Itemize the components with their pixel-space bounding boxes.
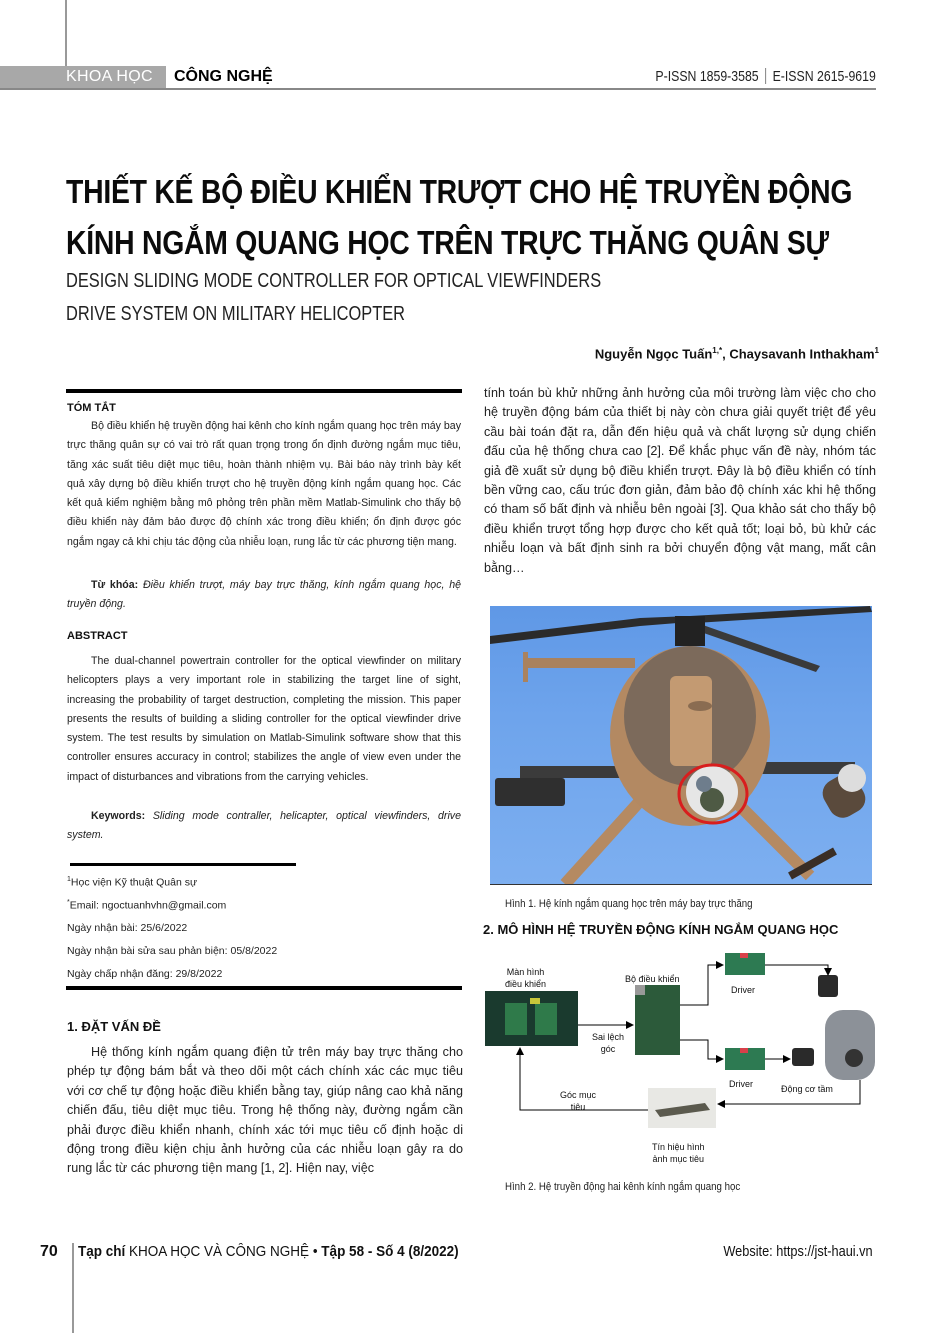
label-target-angle bbox=[560, 1089, 596, 1113]
header-section-cong-nghe: CÔNG NGHỆ bbox=[174, 68, 273, 85]
author-1-affiliation: 1,* bbox=[712, 346, 723, 355]
tom-tat-text: Bộ điều khiển hệ truyền động hai kênh cho kính ngắm quang học trên máy bay trực thăng quân sự có vai trò rất quan trọng trong ổn định đường ngắm mục tiêu, tăng xác suất tiêu diệt mục tiêu, hoàn thành nhiệm vụ. Bài báo này trình bày kết quả xây dựng bộ điều khiển trượt cho hệ truyền động kính ngắm quang học. Các kết quả kiểm nghiệm bằng mô phỏng trên phần mềm Matlab-Simulink cho thấy bộ điều khiển này đảm bảo được độ chính xác trong điều khiển; ổn định được góc ngắm ngay cả khi chịu tác động của nhiễu loạn, rung lắc từ các phương tiện mang. bbox=[67, 420, 461, 548]
journal-title: KHOA HỌC VÀ CÔNG NGHỆ bbox=[129, 1243, 310, 1260]
controller-connector bbox=[635, 985, 645, 995]
tom-tat-keywords-text: Điều khiển trượt, máy bay trực thăng, kính ngắm quang học, hệ truyền động. bbox=[67, 579, 461, 611]
center-frame bbox=[670, 676, 712, 766]
section-2-heading: 2. MÔ HÌNH HỆ TRUYỀN ĐỘNG KÍNH NGẮM QUANG HỌC bbox=[483, 922, 839, 937]
header-issn bbox=[656, 66, 876, 88]
e-issn: E-ISSN 2615-9619 bbox=[772, 68, 876, 85]
header-vertical-rule bbox=[65, 0, 67, 68]
helicopter-illustration bbox=[490, 606, 872, 884]
label-signal-line1: Tín hiệu hình bbox=[652, 1142, 705, 1152]
tail-fin bbox=[523, 652, 528, 682]
elevation-motor-image bbox=[792, 1048, 814, 1066]
section-1-heading: 1. ĐẶT VẤN ĐỀ bbox=[67, 1019, 161, 1034]
paper-title-en bbox=[66, 265, 601, 331]
label-target-image-signal bbox=[652, 1141, 705, 1165]
title-en-line-1: DESIGN SLIDING MODE CONTROLLER FOR OPTICAL VIEWFINDERS bbox=[66, 270, 602, 292]
email-mark: * bbox=[67, 899, 70, 906]
rotor-hub bbox=[675, 616, 705, 646]
tom-tat-keywords-label: Từ khóa: bbox=[91, 579, 139, 591]
rotor-blade-left bbox=[490, 616, 690, 644]
label-driver-bottom: Driver bbox=[729, 1079, 753, 1089]
journal-issue: Tập 58 - Số 4 (8/2022) bbox=[321, 1243, 459, 1260]
label-angle-error-line2: góc bbox=[600, 1044, 616, 1054]
abstract-keywords bbox=[67, 807, 461, 846]
paper-title-vi bbox=[66, 166, 853, 268]
label-driver-top: Driver bbox=[731, 985, 755, 995]
tom-tat-keywords bbox=[67, 576, 461, 615]
screen-panel-right bbox=[535, 1003, 557, 1035]
side-boom bbox=[525, 658, 635, 668]
header-section-khoa-hoc: KHOA HỌC bbox=[66, 68, 153, 85]
footer-vertical-rule bbox=[72, 1243, 74, 1333]
journal-website[interactable]: Website: https://jst-haui.vn bbox=[723, 1243, 873, 1260]
footnote-revised: Ngày nhận bài sửa sau phản biện: 05/8/2022 bbox=[67, 945, 278, 957]
journal-bullet: • bbox=[312, 1243, 318, 1260]
rocket-pod-face bbox=[838, 764, 866, 792]
footnote-rule bbox=[70, 863, 296, 866]
footnote-accepted: Ngày chấp nhận đăng: 29/8/2022 bbox=[67, 968, 223, 980]
author-1: Nguyễn Ngọc Tuấn bbox=[594, 346, 713, 362]
sensor-window bbox=[696, 776, 712, 792]
skid-strut-left bbox=[565, 801, 640, 884]
pylon-left bbox=[520, 766, 630, 778]
controller-board-image bbox=[635, 985, 680, 1055]
abstract-heading: ABSTRACT bbox=[67, 630, 128, 642]
p-issn: P-ISSN 1859-3585 bbox=[655, 68, 759, 85]
screen-panel-left bbox=[505, 1003, 527, 1035]
author-list bbox=[595, 346, 879, 361]
author-2-affiliation: 1 bbox=[874, 346, 879, 355]
page-number: 70 bbox=[40, 1243, 58, 1260]
label-controller: Bộ điều khiển bbox=[625, 974, 680, 984]
abstract-box-top-rule bbox=[66, 389, 462, 393]
azimuth-motor-image bbox=[818, 975, 838, 997]
emblem bbox=[688, 701, 712, 711]
footnote-email bbox=[67, 899, 226, 912]
tom-tat-heading: TÓM TẮT bbox=[67, 402, 116, 414]
email-text[interactable]: Email: ngoctuanhvhn@gmail.com bbox=[69, 899, 227, 912]
label-target-angle-line1: Góc mục bbox=[560, 1090, 597, 1100]
abstract-keywords-label: Keywords: bbox=[91, 810, 146, 822]
label-control-screen-line2: điều khiển bbox=[505, 979, 547, 989]
journal-prefix: Tạp chí bbox=[78, 1243, 126, 1260]
screen-indicator bbox=[530, 998, 540, 1004]
affiliation-mark: 1 bbox=[67, 876, 71, 883]
author-2: Chaysavanh Inthakham bbox=[729, 346, 875, 362]
rotor-blade-right bbox=[690, 606, 872, 623]
journal-name bbox=[78, 1243, 459, 1260]
abstract-text: The dual-channel powertrain controller for the optical viewfinder on military helicopters plays a very important role in stabilizing the target line of sight, increasing the probability of target destruction, completing the mission. This paper presents the results of building a sliding controller for the optical viewfinder drive system. The test results by simulation on Matlab-Simulink software show that this controller ensures accuracy in control; stabilizes the angle of view even under the impact of disturbances and vibrations from the carrying vehicles. bbox=[67, 655, 461, 783]
label-angle-error bbox=[592, 1031, 624, 1055]
footnote-received: Ngày nhận bài: 25/6/2022 bbox=[67, 922, 188, 934]
arrow-driver-to-azimuth-motor bbox=[765, 965, 828, 975]
camera-turret-image bbox=[825, 1010, 875, 1080]
header-rule bbox=[0, 88, 876, 90]
label-control-screen-line1: Màn hình bbox=[506, 967, 545, 977]
affiliation-text: Học viện Kỹ thuật Quân sự bbox=[70, 876, 197, 889]
section-1-para-left: Hệ thống kính ngắm quang điện tử trên máy bay trực thăng cho phép tự động bám bắt và theo dõi một cách chính xác các mục tiêu với cơ chế tự động hoặc điều khiển bằng tay, giúp nâng cao khả năng chiến đấu, tiêu diệt mục tiêu. Trong hệ thống này, đường ngắm cần phải được điều khiển nhanh, chính xác tới mục tiêu cố định hoặc di động trong điều kiện chịu ảnh hưởng của các nhiễu loạn gây ra do rung lắc từ các phương tiện mang [1, 2]. Hiện nay, việc bbox=[67, 1045, 463, 1176]
abstract-keywords-text: Sliding mode contraller, helicapter, optical viewfinders, drive system. bbox=[67, 810, 461, 842]
figure-1-caption: Hình 1. Hệ kính ngắm quang học trên máy bay trực thăng bbox=[505, 898, 753, 910]
label-angle-error-line1: Sai lệch bbox=[592, 1032, 625, 1042]
section-1-para-right: tính toán bù khử những ảnh hưởng của môi trường làm việc cho cho hệ truyền động bám của thiết bị này còn chưa giải quyết triệt để yêu cầu bài toán đặt ra, dẫn đến hiệu quả và chất lượng sử dụng chiến đấu của hệ thống chưa cao [2]. Để khắc phục vấn đề này, nhóm tác giả đề xuất sử dụng bộ điều khiển trượt. Đây là bộ điều khiển có tính bền vững cao, cấu trúc đơn giản, đảm bảo độ chính xác khi hệ thống có tham số bất định và nhiễu bên ngoài [3]. Qua khảo sát cho thấy bộ điều khiển trượt tổng hợp được cho kết quả tốt; loại bỏ, bù khử các nhiễu loạn và bất định sinh ra bởi chuyển động vật mang, mất cân bằng… bbox=[484, 386, 876, 575]
figure-1-helicopter-photo bbox=[490, 606, 872, 885]
label-control-screen bbox=[505, 966, 546, 990]
issn-separator bbox=[765, 68, 766, 84]
label-signal-line2: ảnh mục tiêu bbox=[652, 1154, 705, 1164]
camera-lens bbox=[845, 1049, 863, 1067]
driver-bottom-terminal bbox=[740, 1048, 748, 1053]
label-elevation-motor: Động cơ tầm bbox=[781, 1084, 833, 1094]
arrow-controller-to-driver-bottom bbox=[680, 1040, 723, 1059]
driver-top-terminal bbox=[740, 953, 748, 958]
gun-pod-left bbox=[495, 778, 565, 806]
author-separator: , bbox=[722, 346, 730, 362]
figure-2-caption: Hình 2. Hệ truyền động hai kênh kính ngắm quang học bbox=[505, 1181, 741, 1193]
footnote-bottom-rule bbox=[66, 986, 462, 990]
arrow-controller-to-driver-top bbox=[680, 965, 723, 1005]
title-vi-line-2: KÍNH NGẮM QUANG HỌC TRÊN TRỰC THĂNG QUÂN SỰ bbox=[66, 224, 829, 261]
skid-strut-right bbox=[735, 801, 810, 876]
label-target-angle-line2: tiêu bbox=[570, 1102, 586, 1112]
title-en-line-2: DRIVE SYSTEM ON MILITARY HELICOPTER bbox=[66, 303, 406, 325]
footnote-affiliation bbox=[67, 876, 197, 889]
title-vi-line-1: THIẾT KẾ BỘ ĐIỀU KHIỂN TRƯỢT CHO HỆ TRUYỀN ĐỘNG bbox=[66, 173, 853, 210]
